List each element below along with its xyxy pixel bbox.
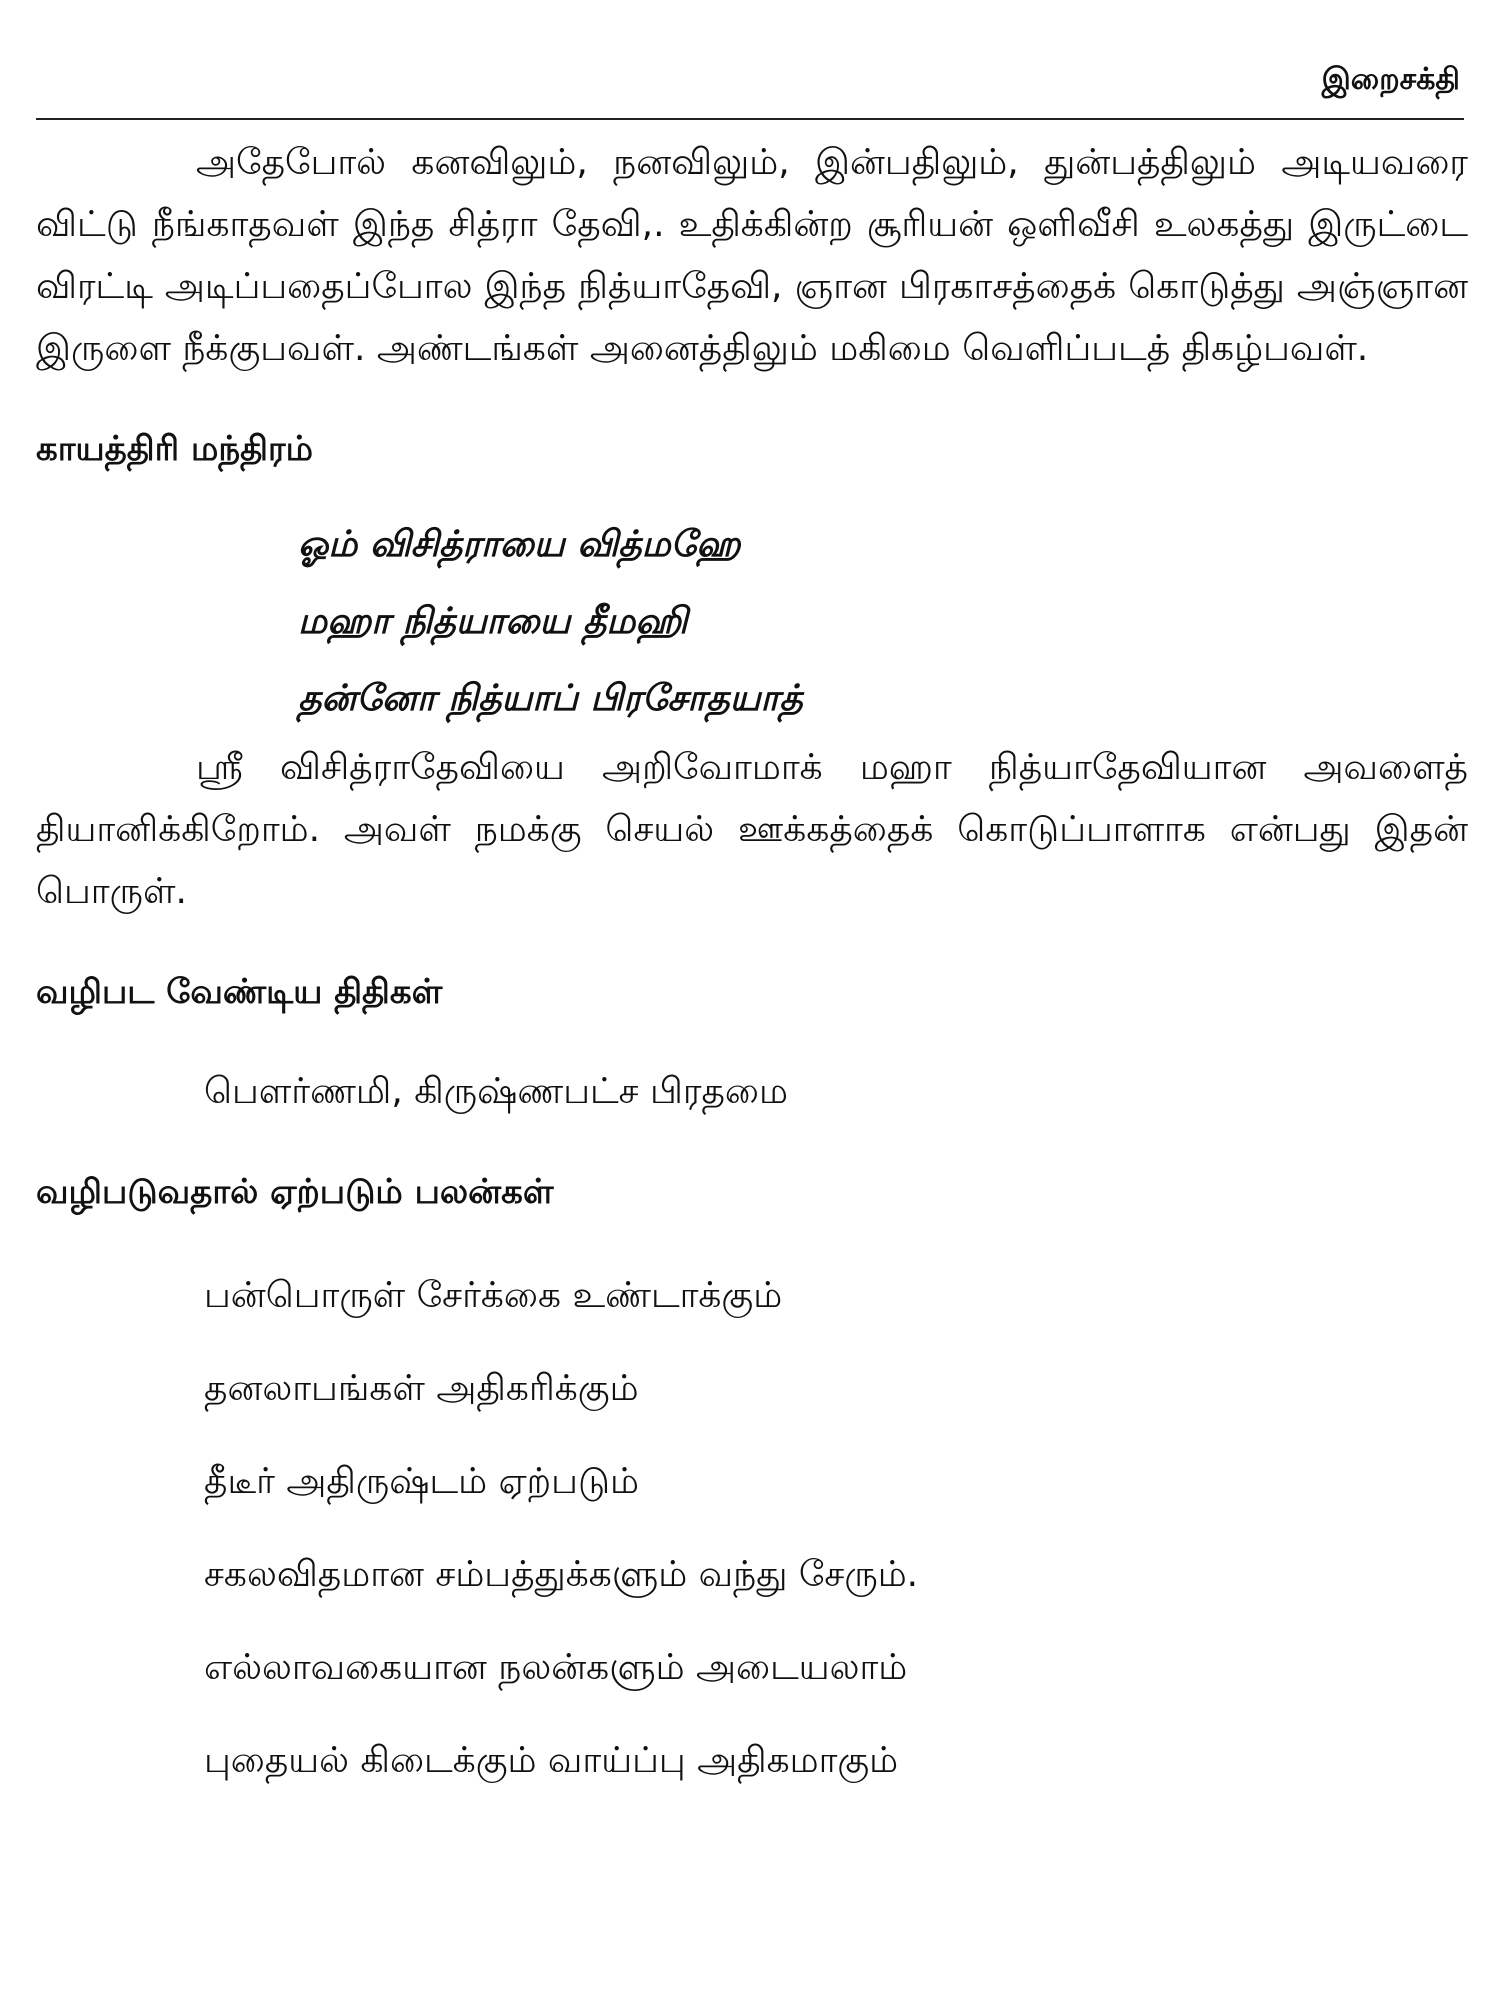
spacer [36, 1023, 1468, 1061]
benefits-heading: வழிபடுவதால் ஏற்படும் பலன்கள் [36, 1172, 554, 1212]
mantra-line: தன்னோ நித்யாப் பிரசோதயாத் [298, 677, 803, 719]
page-content [36, 132, 1468, 1807]
benefit-item: தீடீர் அதிருஷ்டம் ஏற்படும் [204, 1461, 639, 1502]
spacer [36, 380, 1468, 418]
spacer [36, 1123, 1468, 1161]
spacer [36, 923, 1468, 961]
benefits-list [36, 1249, 1468, 1807]
mantra-block [36, 506, 1468, 737]
mantra-meaning: ஸ்ரீ விசித்ராதேவியை அறிவோமாக் மஹா நித்யாதேவியான அவளைத் தியானிக்கிறோம். அவள் நமக்கு செயல் ஊக்கத்தைக் கொடுப்பாளாக என்பது இதன் பொருள். [36, 747, 1468, 912]
benefit-item: சகலவிதமான சம்பத்துக்களும் வந்து சேரும். [204, 1554, 919, 1595]
intro-paragraph: அதேபோல் கனவிலும், நனவிலும், இன்பதிலும், துன்பத்திலும் அடியவரை விட்டு நீங்காதவள் இந்த சித்ரா தேவி,. உதிக்கின்ற சூரியன் ஒளிவீசி உலகத்து இருட்டை விரட்டி அடிப்பதைப்போல இந்த நித்யாதேவி, ஞான பிரகாசத்தைக் கொடுத்து அஞ்ஞான இருளை நீக்குபவள். அண்டங்கள் அனைத்திலும் மகிமை வெளிப்படத் திகழ்பவள். [36, 142, 1469, 369]
benefit-item: பன்பொருள் சேர்க்கை உண்டாக்கும் [204, 1275, 783, 1316]
benefit-item: புதையல் கிடைக்கும் வாய்ப்பு அதிகமாகும் [204, 1740, 899, 1781]
gayatri-heading: காயத்திரி மந்திரம் [36, 429, 313, 469]
mantra-line: ஓம் விசித்ராயை வித்மஹே [298, 523, 741, 565]
running-header: இறைசக்தி [1321, 62, 1460, 97]
spacer [36, 480, 1468, 506]
worship-days-heading: வழிபட வேண்டிய திதிகள் [36, 972, 443, 1012]
worship-days-text: பௌர்ணமி, கிருஷ்ணபட்ச பிரதமை [204, 1071, 788, 1112]
spacer [36, 1223, 1468, 1249]
benefit-item: தனலாபங்கள் அதிகரிக்கும் [204, 1368, 639, 1409]
benefit-item: எல்லாவகையான நலன்களும் அடையலாம் [204, 1647, 908, 1688]
mantra-line: மஹா நித்யாயை தீமஹி [298, 600, 688, 642]
header-rule [36, 118, 1464, 120]
